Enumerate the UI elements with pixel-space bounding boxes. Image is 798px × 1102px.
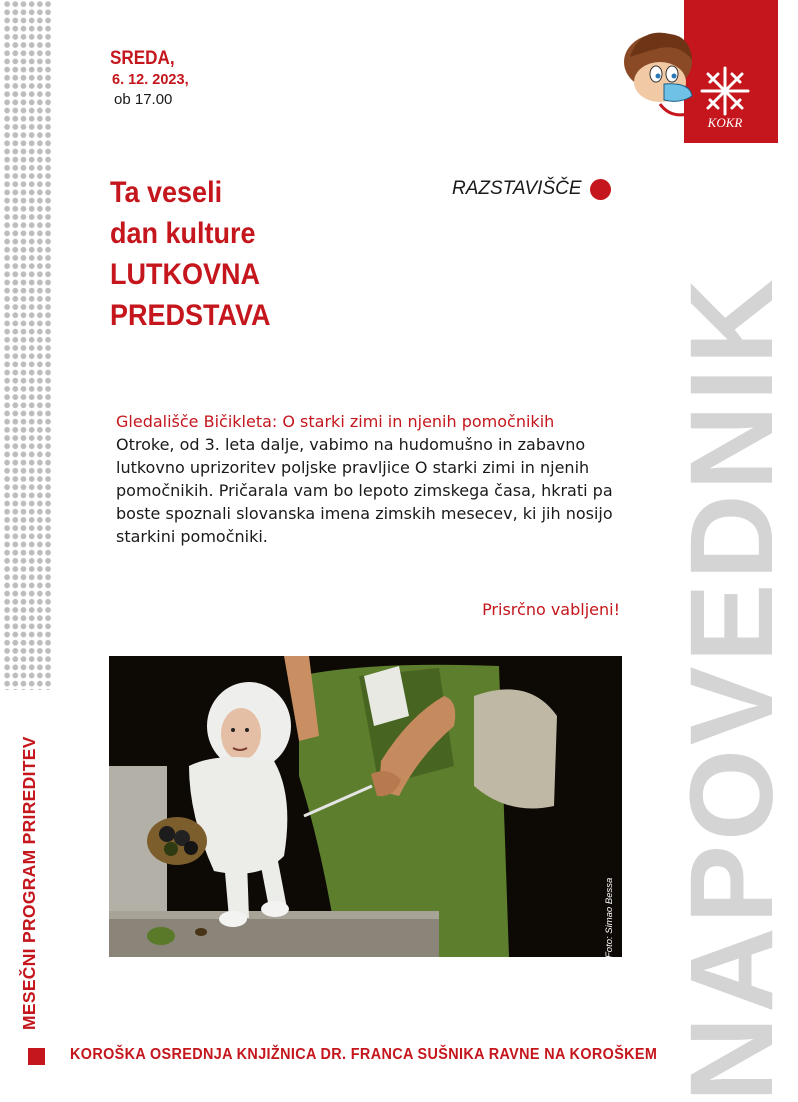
dotted-sidebar-pattern: [3, 0, 53, 690]
category-dot-icon: [590, 179, 611, 200]
event-title-line: LUTKOVNA: [110, 258, 260, 291]
event-description: Otroke, od 3. leta dalje, vabimo na hudomušno in zabavno lutkovno uprizoritev poljske pravljice O starki zimi in njenih pomočnikih. Pričarala vam bo lepoto zimskega časa, hkrati pa boste spoznali slovanska imena zimskih mesecev, ki jih nosijo starkini pomočniki.: [116, 435, 613, 546]
event-title-line: Ta veseli: [110, 176, 223, 209]
closing-invitation: Prisrčno vabljeni!: [482, 600, 620, 619]
event-title-line: dan kulture: [110, 217, 256, 250]
monthly-program-label: MESEČNI PROGRAM PRIREDITEV: [19, 736, 39, 1030]
event-photo: [109, 656, 622, 957]
event-description-block: [116, 410, 626, 548]
event-category: [452, 178, 611, 200]
photo-credit: Foto: Simao Bessa: [604, 877, 615, 958]
event-subtitle: Gledališče Bičikleta: O starki zimi in njenih pomočnikih: [116, 412, 555, 431]
event-time-prefix: ob: [114, 91, 131, 108]
event-time-value: 17.00: [134, 91, 173, 108]
event-day: SREDA,: [110, 48, 175, 69]
event-date-block: [110, 48, 189, 108]
event-title-line: PREDSTAVA: [110, 299, 271, 332]
event-title: [110, 172, 271, 336]
category-label: RAZSTAVIŠČE: [452, 178, 582, 199]
event-date: 6. 12. 2023,: [112, 72, 189, 88]
kokr-logo-icon: [690, 60, 760, 130]
napovednik-watermark: NAPOVEDNIK: [666, 275, 798, 1102]
event-time: [114, 91, 189, 108]
svg-text:KOKR: KOKR: [707, 115, 743, 130]
institution-footer: KOROŠKA OSREDNJA KNJIŽNICA DR. FRANCA SUŠNIKA RAVNE NA KOROŠKEM: [70, 1046, 658, 1063]
footer-red-square: [28, 1048, 45, 1065]
